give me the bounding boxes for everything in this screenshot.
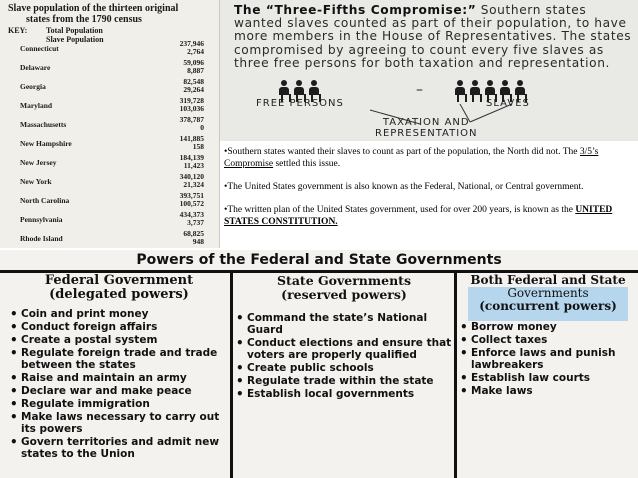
slaves-label: SLAVES — [486, 98, 530, 109]
note-constitution — [224, 204, 634, 228]
census-total: 393,751 — [179, 191, 204, 200]
compromise-link: 3/5’s Compromise — [224, 147, 599, 169]
census-total: 184,139 — [179, 153, 204, 162]
powers-title: Powers of the Federal and State Governments — [0, 250, 638, 273]
both-list — [458, 321, 638, 397]
census-slaves: 11,423 — [183, 161, 204, 170]
census-slaves: 29,264 — [183, 85, 204, 94]
census-state: New Jersey — [20, 158, 57, 167]
census-state: New Hampshire — [20, 139, 72, 148]
state-power-item: • Command the state’s National Guard — [234, 312, 454, 336]
census-slaves: 948 — [192, 237, 204, 246]
census-row — [0, 173, 219, 192]
census-total: 434,373 — [179, 210, 204, 219]
census-slaves: 103,036 — [179, 104, 204, 113]
census-slaves: 100,572 — [179, 199, 204, 208]
census-key-slave: Slave Population — [46, 35, 104, 44]
both-heading-line1: Both Federal and State — [470, 273, 626, 287]
census-row — [0, 230, 219, 248]
census-rows — [0, 40, 219, 248]
state-power-item: • Establish local governments — [234, 388, 454, 400]
census-slaves: 21,324 — [183, 180, 204, 189]
both-power-item: • Establish law courts — [458, 372, 638, 384]
both-heading-line3: (concurrent powers) — [479, 299, 617, 313]
state-heading-line1: State Governments — [277, 273, 411, 288]
state-heading — [234, 273, 454, 302]
state-power-item: • Regulate trade within the state — [234, 375, 454, 387]
federal-heading-line1: Federal Government — [44, 273, 194, 288]
note-compromise-end: settled this issue. — [273, 159, 341, 169]
taxation-label-line1: TAXATION AND — [382, 117, 470, 128]
census-title-line1: Slave population of the thirteen original — [8, 3, 179, 14]
census-state: Rhode Island — [20, 234, 63, 243]
census-key-label: KEY: — [8, 26, 28, 35]
census-state: Pennsylvania — [20, 215, 63, 224]
federal-power-item: • Create a postal system — [8, 334, 230, 346]
both-power-item: • Make laws — [458, 385, 638, 397]
census-row — [0, 59, 219, 78]
federal-power-item: • Govern territories and admit new states to the Union — [8, 436, 230, 460]
census-total: 340,120 — [179, 172, 204, 181]
note-federal: •The United States government is also known as the Federal, National, or Central government. — [224, 182, 584, 192]
census-row — [0, 192, 219, 211]
census-total: 59,096 — [183, 58, 204, 67]
census-row — [0, 135, 219, 154]
state-column — [234, 273, 457, 478]
census-row — [0, 40, 219, 59]
constitution-link: UNITED STATES CONSTITUTION. — [224, 205, 613, 227]
census-row — [0, 78, 219, 97]
federal-power-item: • Conduct foreign affairs — [8, 321, 230, 333]
census-table-image — [0, 0, 220, 248]
note-constitution-text: •The written plan of the United States government, used for over 200 years, is known as the — [224, 205, 576, 215]
three-fifths-heading: The “Three-Fifths Compromise:” — [234, 3, 477, 17]
census-slaves: 158 — [192, 142, 204, 151]
powers-chart — [0, 250, 638, 478]
census-total: 68,825 — [183, 229, 204, 238]
census-row — [0, 211, 219, 230]
census-title-line2: states from the 1790 census — [26, 14, 142, 25]
census-key-total: Total Population — [46, 26, 103, 35]
state-power-item: • Conduct elections and ensure that voters are properly qualified — [234, 337, 454, 361]
both-power-item: • Collect taxes — [458, 334, 638, 346]
state-list — [234, 312, 454, 400]
census-row — [0, 154, 219, 173]
notes — [224, 146, 634, 239]
federal-power-item: • Regulate immigration — [8, 398, 230, 410]
three-fifths-image — [220, 0, 638, 141]
census-state: Connecticut — [20, 44, 59, 53]
federal-column — [8, 273, 233, 478]
state-heading-line2: (reserved powers) — [281, 287, 407, 302]
note-compromise — [224, 146, 634, 170]
census-state: New York — [20, 177, 52, 186]
three-fifths-body: Southern states wanted slaves counted as part of their population, to have more members in the House of Representatives. The states compromised by agreeing to count every five slaves as three free persons for both taxation and representation. — [234, 3, 632, 70]
census-slaves: 3,737 — [187, 218, 204, 227]
census-total: 237,946 — [179, 39, 204, 48]
both-heading-line2: Governments — [507, 286, 589, 300]
census-state: Massachusetts — [20, 120, 67, 129]
census-state: Georgia — [20, 82, 46, 91]
state-power-item: • Create public schools — [234, 362, 454, 374]
census-total: 82,548 — [183, 77, 204, 86]
free-persons-label: FREE PERSONS — [256, 98, 344, 109]
federal-power-item: • Declare war and make peace — [8, 385, 230, 397]
census-row — [0, 116, 219, 135]
minus-sign: – — [416, 82, 423, 98]
census-title — [0, 0, 219, 25]
federal-power-item: • Regulate foreign trade and trade between the states — [8, 347, 230, 371]
federal-heading — [8, 273, 230, 302]
federal-heading-line2: (delegated powers) — [49, 287, 189, 302]
both-power-item: • Borrow money — [458, 321, 638, 333]
both-heading — [458, 273, 638, 313]
taxation-label — [375, 117, 478, 139]
both-power-item: • Enforce laws and punish lawbreakers — [458, 347, 638, 371]
federal-list — [8, 308, 230, 460]
federal-power-item: • Make laws necessary to carry out its powers — [8, 411, 230, 435]
federal-power-item: • Raise and maintain an army — [8, 372, 230, 384]
census-state: Maryland — [20, 101, 53, 110]
census-slaves: 8,887 — [187, 66, 204, 75]
census-state: North Carolina — [20, 196, 70, 205]
census-state: Delaware — [20, 63, 51, 72]
census-total: 378,787 — [179, 115, 204, 124]
census-total: 319,728 — [179, 96, 204, 105]
taxation-label-line2: REPRESENTATION — [375, 128, 478, 139]
census-slaves: 0 — [200, 123, 204, 132]
census-row — [0, 97, 219, 116]
census-total: 141,885 — [179, 134, 204, 143]
note-compromise-text: •Southern states wanted their slaves to count as part of the population, the North did not. The — [224, 147, 580, 157]
census-slaves: 2,764 — [187, 47, 204, 56]
federal-power-item: • Coin and print money — [8, 308, 230, 320]
both-column — [458, 273, 638, 478]
